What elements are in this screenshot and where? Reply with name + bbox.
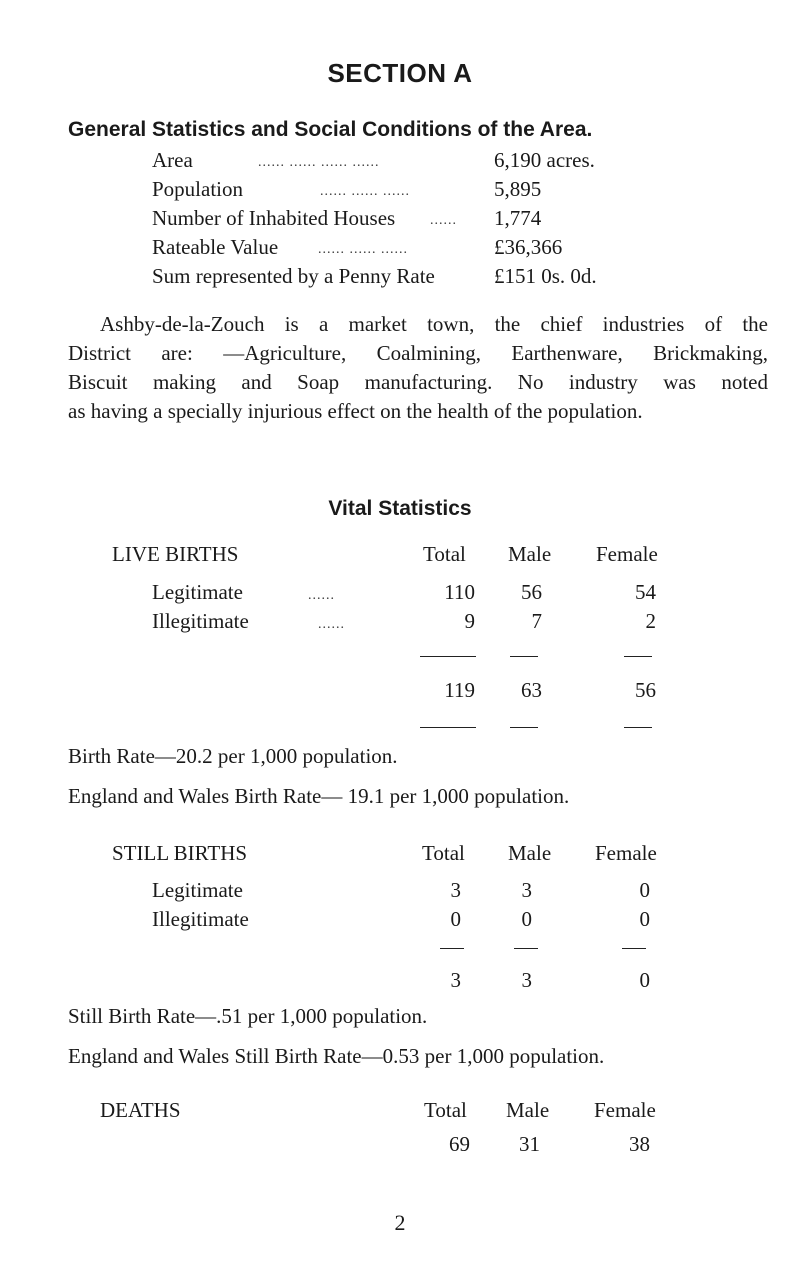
stat-value-rateable: £36,366 <box>494 235 563 259</box>
row-label-illegitimate: Illegitimate <box>152 609 249 633</box>
description-line: Biscuit making and Soap manufacturing. No industry was noted <box>68 370 768 394</box>
deaths-heading: DEATHS <box>100 1098 181 1122</box>
vital-statistics-title: Vital Statistics <box>328 497 472 520</box>
description-paragraph <box>68 310 768 426</box>
stat-dots: ...... ...... ...... <box>320 184 410 199</box>
cell-female: 2 <box>645 609 656 633</box>
cell-female: 54 <box>635 580 656 604</box>
cell-total: 3 <box>450 878 461 902</box>
cell-male: 3 <box>521 878 532 902</box>
birth-rate-text: Birth Rate—20.2 per 1,000 population. <box>68 744 398 768</box>
col-header-male: Male <box>508 841 552 865</box>
description-line: as having a specially injurious effect on the health of the population. <box>68 399 643 423</box>
stat-dots: ...... ...... ...... ...... <box>258 155 380 170</box>
stat-label-area: Area <box>152 148 193 172</box>
cell-male: 56 <box>521 580 542 604</box>
stat-label-population: Population <box>152 177 244 201</box>
cell-male: 7 <box>531 609 542 633</box>
col-header-total: Total <box>422 841 465 865</box>
deaths-male: 31 <box>519 1132 540 1156</box>
still-births-heading: STILL BIRTHS <box>112 841 248 865</box>
col-header-female: Female <box>595 841 657 865</box>
stat-dots: ...... <box>430 213 457 228</box>
cell-male: 0 <box>521 907 532 931</box>
stat-value-population: 5,895 <box>494 177 542 201</box>
row-dots: ...... <box>308 588 335 603</box>
col-header-male: Male <box>508 542 552 566</box>
general-statistics-title: General Statistics and Social Conditions of the Area. <box>68 118 593 141</box>
live-births-heading: LIVE BIRTHS <box>112 542 239 566</box>
col-header-total: Total <box>423 542 466 566</box>
stat-label-penny-rate: Sum represented by a Penny Rate <box>152 264 435 288</box>
col-header-female: Female <box>596 542 658 566</box>
description-line: District are: —Agriculture, Coalmining, Earthenware, Brickmaking, <box>68 341 768 365</box>
total-male: 3 <box>521 968 532 992</box>
sum-rule <box>510 727 538 728</box>
col-header-female: Female <box>594 1098 656 1122</box>
sum-rule <box>624 727 652 728</box>
stat-value-penny-rate: £151 0s. 0d. <box>494 264 597 288</box>
cell-total: 0 <box>450 907 461 931</box>
section-title: SECTION A <box>327 58 473 88</box>
total-female: 56 <box>635 678 656 702</box>
total-male: 63 <box>521 678 542 702</box>
col-header-total: Total <box>424 1098 467 1122</box>
stat-dots: ...... ...... ...... <box>318 242 408 257</box>
stat-value-houses: 1,774 <box>494 206 542 230</box>
page-number: 2 <box>394 1210 406 1235</box>
total-total: 119 <box>444 678 475 702</box>
sum-rule <box>420 727 476 728</box>
stat-value-area: 6,190 acres. <box>494 148 595 172</box>
sum-rule <box>420 656 476 657</box>
sum-rule <box>624 656 652 657</box>
stat-label-houses: Number of Inhabited Houses <box>152 206 396 230</box>
still-birth-rate-text: Still Birth Rate—.51 per 1,000 population. <box>68 1004 428 1028</box>
description-line: Ashby-de-la-Zouch is a market town, the chief industries of the <box>100 312 768 336</box>
sum-rule <box>514 948 538 949</box>
col-header-male: Male <box>506 1098 550 1122</box>
deaths-female: 38 <box>629 1132 650 1156</box>
ew-still-birth-rate-text: England and Wales Still Birth Rate—0.53 per 1,000 population. <box>68 1044 605 1068</box>
total-female: 0 <box>639 968 650 992</box>
stat-label-rateable: Rateable Value <box>152 235 279 259</box>
total-total: 3 <box>450 968 461 992</box>
cell-female: 0 <box>639 907 650 931</box>
row-label-illegitimate: Illegitimate <box>152 907 249 931</box>
cell-female: 0 <box>639 878 650 902</box>
sum-rule <box>510 656 538 657</box>
sum-rule <box>440 948 464 949</box>
row-label-legitimate: Legitimate <box>152 580 243 604</box>
deaths-total: 69 <box>449 1132 470 1156</box>
row-dots: ...... <box>318 617 345 632</box>
cell-total: 110 <box>444 580 475 604</box>
row-label-legitimate: Legitimate <box>152 878 243 902</box>
sum-rule <box>622 948 646 949</box>
ew-birth-rate-text: England and Wales Birth Rate— 19.1 per 1,000 population. <box>68 784 570 808</box>
cell-total: 9 <box>464 609 475 633</box>
